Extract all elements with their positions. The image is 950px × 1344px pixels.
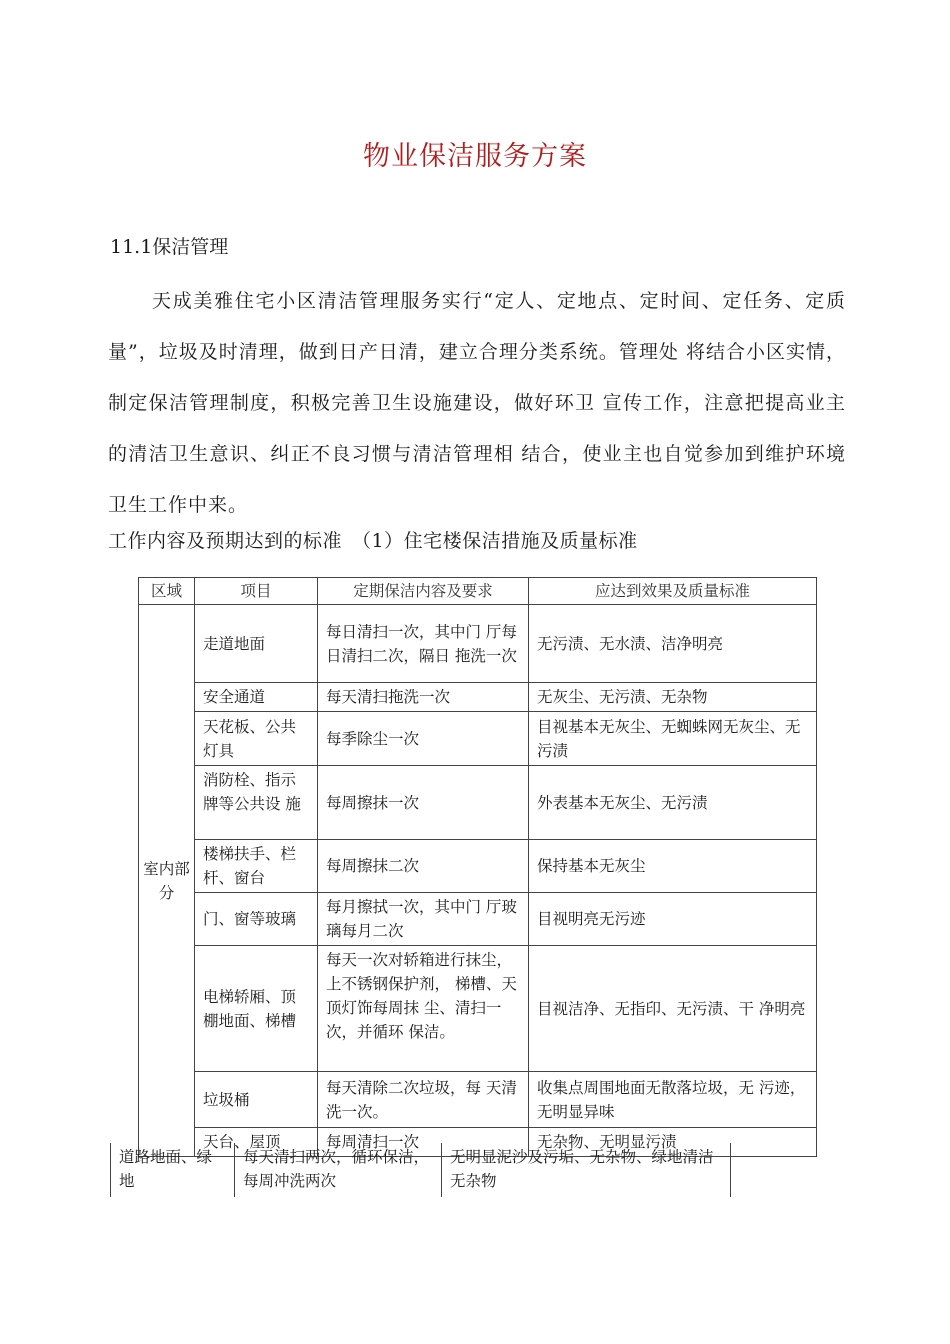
content-cell: 每天清扫两次，循环保洁，每周冲洗两次 — [235, 1143, 442, 1197]
table-row — [139, 1072, 817, 1128]
header-item: 项目 — [195, 578, 318, 605]
table-row — [139, 683, 817, 712]
content-cell: 每周擦抹二次 — [318, 840, 529, 893]
standard-cell: 无灰尘、无污渍、无杂物 — [529, 683, 817, 712]
outdoor-continuation-table — [110, 1143, 731, 1197]
standard-cell: 目视基本无灰尘、无蜘蛛网无灰尘、无污渍 — [529, 712, 817, 766]
standard-cell: 无杂物、无明显污渍 — [529, 1128, 817, 1157]
header-content: 定期保洁内容及要求 — [318, 578, 529, 605]
content-cell: 每季除尘一次 — [318, 712, 529, 766]
table-row — [139, 766, 817, 840]
standard-cell: 目视洁净、无指印、无污渍、干 净明亮 — [529, 946, 817, 1072]
table-header-row — [139, 578, 817, 605]
item-cell: 楼梯扶手、栏杆、窗台 — [195, 840, 318, 893]
item-cell: 天台、屋顶 — [195, 1128, 318, 1157]
item-cell: 垃圾桶 — [195, 1072, 318, 1128]
standard-cell: 收集点周围地面无散落垃圾，无 污迹，无明显异味 — [529, 1072, 817, 1128]
content-cell: 每日清扫一次，其中门 厅每日清扫二次，隔日 拖洗一次 — [318, 605, 529, 683]
item-cell: 安全通道 — [195, 683, 318, 712]
document-title: 物业保洁服务方案 — [363, 141, 587, 172]
header-standard: 应达到效果及质量标准 — [529, 578, 817, 605]
content-cell: 每天清扫拖洗一次 — [318, 683, 529, 712]
item-cell: 消防栓、指示牌等公共设 施 — [195, 766, 318, 840]
table-row — [139, 946, 817, 1072]
content-cell: 每天一次对轿箱进行抹尘，上不锈钢保护剂， 梯槽、天顶灯饰每周抹 尘、清扫一次，并循环 保洁。 — [318, 946, 529, 1072]
section-heading: 11.1保洁管理 — [110, 236, 229, 258]
header-region: 区域 — [139, 578, 195, 605]
content-cell: 每天清除二次垃圾，每 天清洗一次。 — [318, 1072, 529, 1128]
standard-cell: 外表基本无灰尘、无污渍 — [529, 766, 817, 840]
standard-cell: 无明显泥沙及污垢、无杂物、绿地清洁无杂物 — [442, 1143, 731, 1197]
cleaning-standards-table — [138, 577, 817, 1157]
table-subheading: 工作内容及预期达到的标准 （1）住宅楼保洁措施及质量标准 — [108, 530, 638, 552]
table-row — [111, 1143, 731, 1197]
table-row — [139, 712, 817, 766]
item-cell: 天花板、公共灯具 — [195, 712, 318, 766]
content-cell: 每月擦拭一次，其中门 厅玻璃每月二次 — [318, 893, 529, 946]
standard-cell: 目视明亮无污迹 — [529, 893, 817, 946]
standard-cell: 无污渍、无水渍、洁净明亮 — [529, 605, 817, 683]
table-row — [139, 605, 817, 683]
item-cell: 电梯轿厢、顶棚地面、梯槽 — [195, 946, 318, 1072]
intro-paragraph: 天成美雅住宅小区清洁管理服务实行“定人、定地点、定时间、定任务、定质量”，垃圾及时清理，做到日产日清，建立合理分类系统。管理处 将结合小区实情，制定保洁管理制度，积极完善卫生设施建设，做好环卫 宣传工作，注意把提高业主的清洁卫生意识、纠正不良习惯与清洁管理相 结合，使业主也自觉参加到维护环境卫生工作中来。 — [108, 290, 846, 516]
item-cell: 走道地面 — [195, 605, 318, 683]
region-cell: 室内部分 — [139, 605, 195, 1157]
item-cell: 道路地面、绿地 — [111, 1143, 235, 1197]
content-cell: 每周擦抹一次 — [318, 766, 529, 840]
table-row — [139, 893, 817, 946]
standard-cell: 保持基本无灰尘 — [529, 840, 817, 893]
item-cell: 门、窗等玻璃 — [195, 893, 318, 946]
content-cell: 每周清扫一次 — [318, 1128, 529, 1157]
table-row — [139, 840, 817, 893]
